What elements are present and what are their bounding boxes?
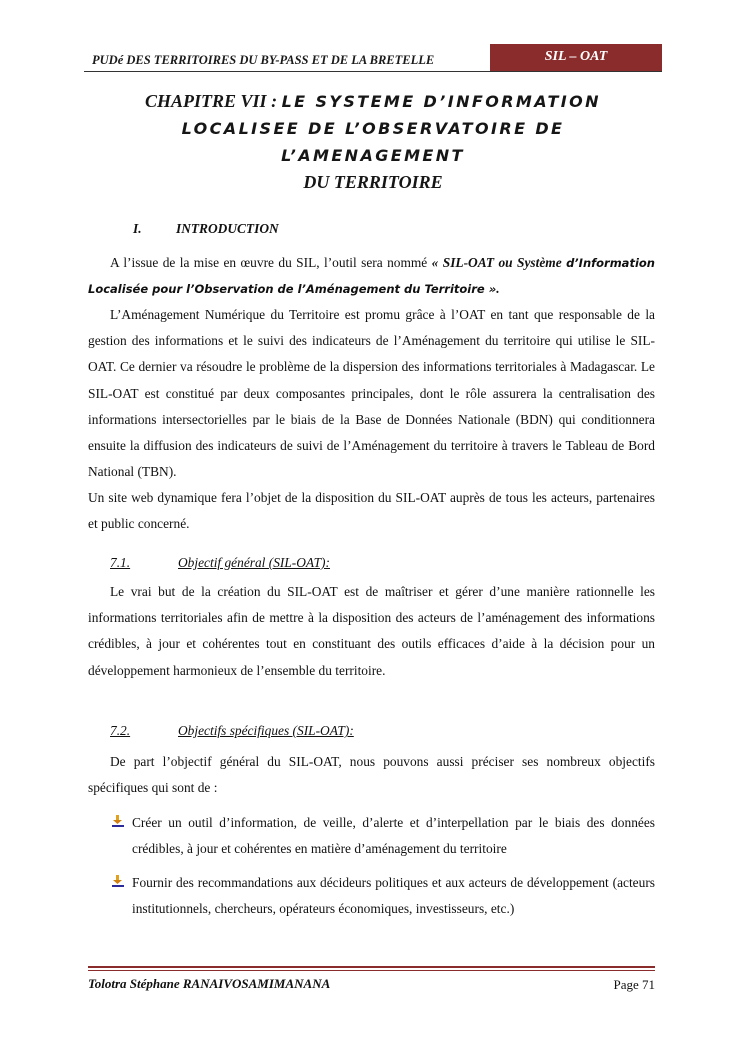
chapter-title — [88, 88, 658, 196]
subsection-title-7-1: Objectif général (SIL-OAT): — [178, 555, 330, 570]
bullet-arrow-icon — [112, 815, 124, 827]
footer-rule-thin — [88, 970, 655, 971]
chapter-title-line-3: DU TERRITOIRE — [303, 172, 443, 192]
objective-general-paragraph: Le vrai but de la création du SIL-OAT est de maîtriser et gérer d’une manière rationnelle les informations territoriales afin de mettre à la disposition des acteurs de l’aménagement des informations crédibles, à jour et cohérentes tout en constituant des outils efficaces d’aide à la décision pour un développement harmonieux de l’ensemble du territoire. — [88, 584, 655, 678]
intro-paragraph-3: Un site web dynamique fera l’objet de la disposition du SIL-OAT auprès de tous les acteurs, partenaires et public concerné. — [88, 490, 655, 532]
header-rule — [84, 71, 662, 72]
subsection-number-7-1: 7.1. — [110, 555, 131, 570]
section-number: I. — [133, 221, 142, 236]
header-document-title: PUDé DES TERRITOIRES DU BY-PASS ET DE LA BRETELLE — [92, 53, 435, 67]
bullet-arrow-icon — [112, 875, 124, 887]
list-item: Fournir des recommandations aux décideurs politiques et aux acteurs de développement (acteurs institutionnels, chercheurs, opérateurs économiques, investisseurs, etc.) — [132, 875, 655, 917]
chapter-title-line-2: LOCALISEE DE L’OBSERVATOIRE DE L’AMENAGEMENT — [181, 119, 565, 165]
header-label-box: SIL – OAT — [490, 44, 662, 71]
specific-objectives-intro: De part l’objectif général du SIL-OAT, nous pouvons aussi préciser ses nombreux objectifs spécifiques qui sont de : — [88, 754, 655, 796]
chapter-title-line-1: CHAPITRE VII : LE SYSTEME D’INFORMATION — [145, 91, 601, 111]
footer-rule — [88, 966, 655, 968]
page-header — [84, 44, 662, 72]
intro-paragraph-2: L’Aménagement Numérique du Territoire est promu grâce à l’OAT en tant que responsable de la gestion des informations et le suivi des indicateurs de l’Aménagement du territoire qui utilise le SIL-OAT. Ce dernier va résoudre le problème de la dispersion des informations territoriales à Madagascar. Le SIL-OAT est constitué par deux composantes principales, dont le rôle assurera la centralisation des informations intersectorielles par le biais de la Base de Données Nationale (BDN) qui conditionnera ensuite la diffusion des indicateurs de suivi de l’Aménagement du territoire à travers le Tableau de Bord National (TBN). — [88, 307, 655, 480]
footer-author: Tolotra Stéphane RANAIVOSAMIMANANA — [88, 976, 331, 991]
subsection-number-7-2: 7.2. — [110, 723, 131, 738]
intro-paragraph-1: A l’issue de la mise en œuvre du SIL, l’outil sera nommé « SIL-OAT ou Système d’Information Localisée pour l’Observation de l’Aménagement du Territoire ». — [88, 255, 655, 297]
list-item: Créer un outil d’information, de veille, d’alerte et d’interpellation par le biais des données crédibles, à jour et cohérentes en matière d’aménagement du territoire — [132, 815, 655, 857]
page-number: Page 71 — [613, 977, 655, 992]
subsection-title-7-2: Objectifs spécifiques (SIL-OAT): — [178, 723, 354, 738]
section-heading: INTRODUCTION — [176, 221, 279, 236]
